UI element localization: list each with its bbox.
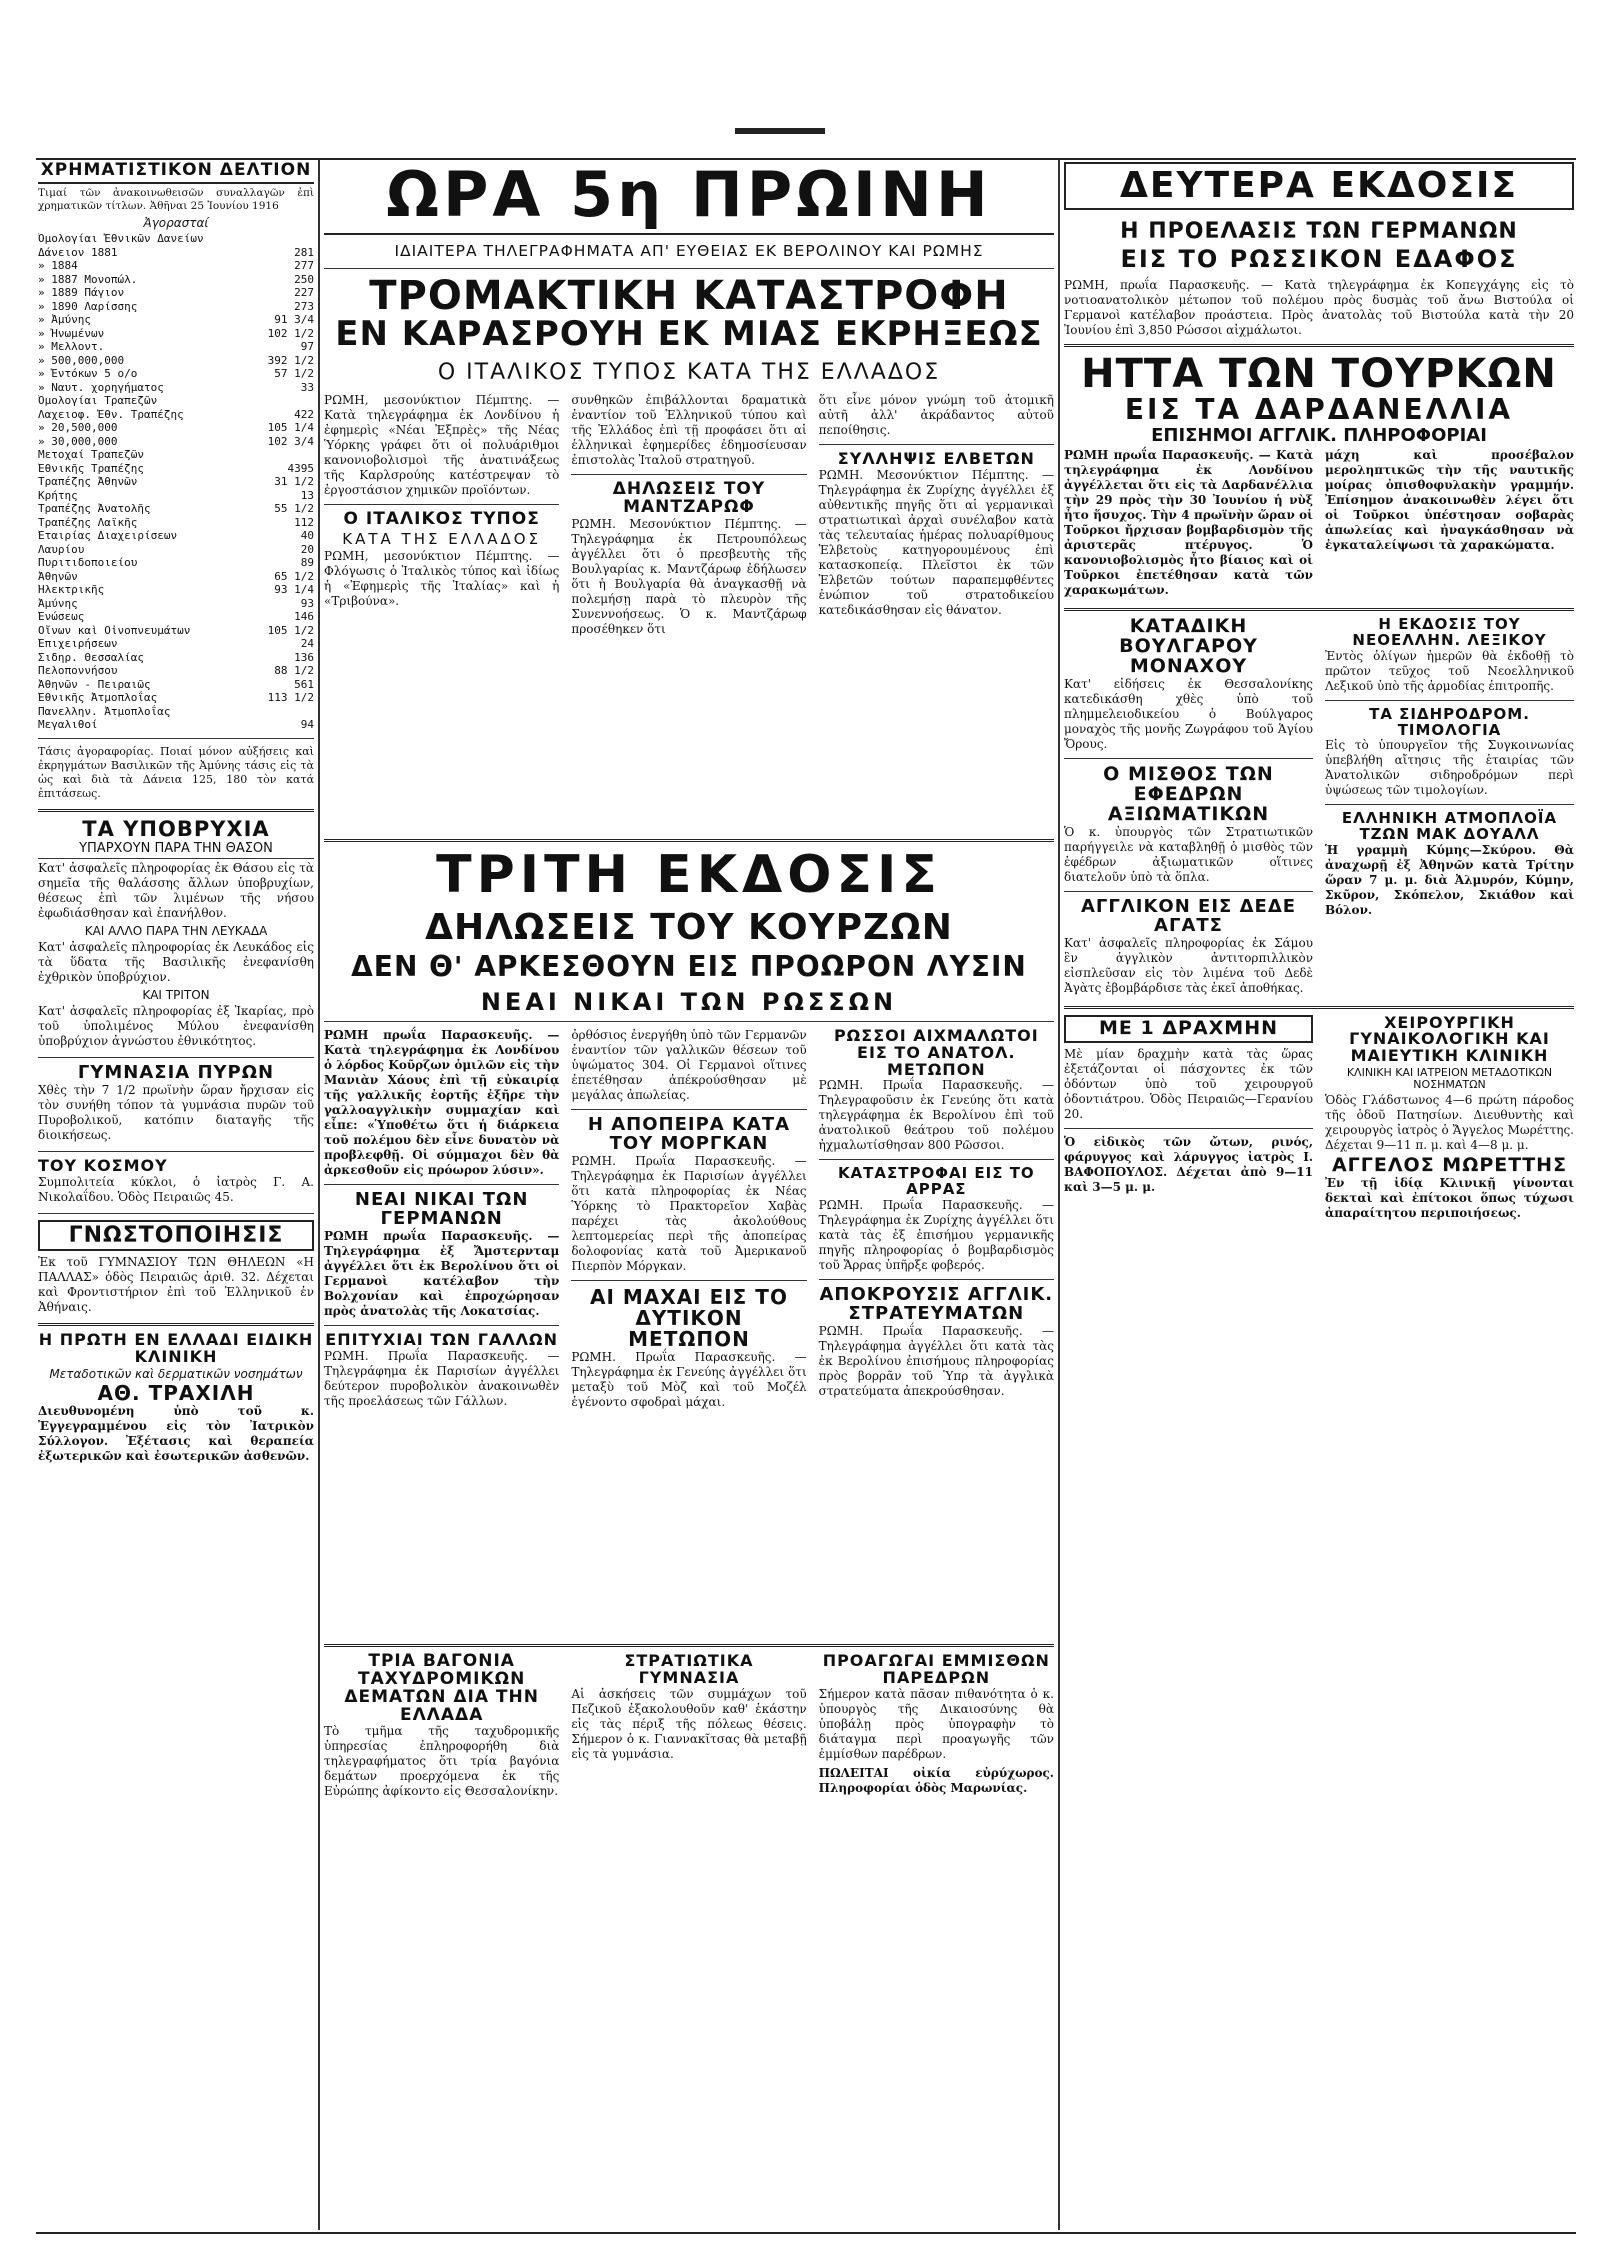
divider: [324, 1184, 559, 1185]
rate-value: 227: [294, 286, 314, 300]
rate-row: [38, 246, 314, 260]
news-col-1: [324, 1028, 559, 1638]
clinic-right-text: Ὁδὸς Γλάδστωνος 4—6 πρώτη πάροδος τῆς ὁδοῦ Πατησίων. Διευθυντὴς καὶ χειρουργὸς ἰατρὸς ὁ Ἄγγελος Μωρέττης. Δέχεται 9—11 π. μ. καὶ 4—8 μ. μ.: [1325, 1093, 1574, 1153]
lexicon-text: Ἐντὸς ὀλίγων ἡμερῶν θὰ ἐκδοθῇ τὸ πρῶτον τεῦχος τοῦ Νεοελληνικοῦ Λεξικοῦ ὑπὸ τῆς ἀρμοδίας ἐπιτροπῆς.: [1325, 648, 1574, 693]
prisoners-text: ΡΩΜΗ. Πρωΐα Παρασκευῆς. — Τηλεγραφοῦσιν ἐκ Γενεύης ὅτι κατὰ τηλεγράφημα ἐκ Βερολίνου ἐπὶ τοῦ ἀνατολικοῦ θεάτρου τοῦ πολέμου ἠχμαλωτίσθησαν 800 Ρῶσσοι.: [818, 1078, 1054, 1153]
rate-row: [38, 448, 314, 462]
disaster-title: ΤΡΟΜΑΚΤΙΚΗ ΚΑΤΑΣΤΡΟΦΗ: [369, 273, 1009, 320]
right-column: [1064, 162, 1574, 2232]
submarines-subtitle-2: ΚΑΙ ΑΛΛΟ ΠΑΡΑ ΤΗΝ ΛΕΥΚΑΔΑ: [84, 923, 268, 938]
divider: [324, 1325, 559, 1326]
salary-title: Ο ΜΙΣΘΟΣ ΤΩΝ ΕΦΕΔΡΩΝ ΑΞΙΩΜΑΤΙΚΩΝ: [1103, 763, 1274, 825]
rate-row: [38, 381, 314, 395]
rate-value: 392 1/2: [267, 353, 314, 367]
rate-row: [38, 718, 314, 732]
rate-value: 97: [300, 340, 314, 354]
divider: [324, 1021, 1054, 1022]
rate-value: 277: [294, 259, 314, 273]
prisoners-title: ΡΩΣΣΟΙ ΑΙΧΜΑΛΩΤΟΙ ΕΙΣ ΤΟ ΑΝΑΤΟΛ. ΜΕΤΩΠΟΝ: [833, 1025, 1039, 1079]
rate-row: [38, 313, 314, 327]
divider: [324, 839, 1054, 842]
german-wins-title: ΝΕΑΙ ΝΙΚΑΙ ΤΩΝ ΓΕΡΜΑΝΩΝ: [354, 1188, 529, 1229]
notice-article: [38, 1220, 314, 1315]
gym-title: ΓΥΜΝΑΣΙΑ ΠΥΡΩΝ: [77, 1062, 275, 1084]
bottom-col-1: [324, 1650, 560, 1803]
rate-value: 94: [300, 718, 314, 732]
third-edition-title: ΤΡΙΤΗ ΕΚΔΟΣΙΣ: [436, 845, 942, 906]
rate-row: [38, 691, 314, 705]
bulletin-intro: Τιμαί τῶν ἀνακοινωθεισῶν συναλλαγῶν ἐπὶ χρηματικῶν τίτλων. Ἀθῆναι 25 Ἰουνίου 1916: [38, 186, 314, 212]
english-text: Κατ' ἀσφαλεῖς πληροφορίας ἐκ Σάμου ἓν ἀγγλικὸν ἀντιτορπιλλικὸν εἰσπλεῦσαν εἰς τὸν λιμένα τοῦ Δεδὲ Ἀγὰτς ἐβομβάρδισε τὰς ἐκεῖ ἀποθήκας.: [1064, 935, 1313, 995]
rate-row: [38, 286, 314, 300]
rate-label: Ἀθηνῶν: [38, 569, 78, 583]
attempt-title: Η ΑΠΟΠΕΙΡΑ ΚΑΤΑ ΤΟΥ ΜΟΡΓΚΑΝ: [587, 1113, 791, 1154]
rate-row: [38, 327, 314, 341]
notice-title: ΓΝΩΣΤΟΠΟΙΗΣΙΣ: [38, 1220, 314, 1251]
stock-bulletin: [38, 162, 314, 801]
rate-label: Πυριτιδοποιείου: [38, 556, 138, 570]
rate-label: Ἐθνικῆς Τραπέζης: [38, 461, 144, 475]
kosmos-article: [38, 1158, 314, 1205]
right-news-row: [1064, 617, 1574, 999]
rate-value: 273: [294, 299, 314, 313]
rate-label: » 1884: [38, 259, 78, 273]
dentist-title: ΜΕ 1 ΔΡΑΧΜΗΝ: [1064, 1015, 1313, 1043]
rate-row: [38, 354, 314, 368]
rate-value: 55 1/2: [274, 502, 314, 516]
clinic-right-extra: Ἐν τῇ ἰδίᾳ Κλινικῇ γίνονται δεκταὶ καὶ ἐπίτοκοι ὅπως τύχωσι ἀπαραίτητου περιποιήσεως.: [1325, 1176, 1574, 1221]
news-col-2: [571, 1028, 806, 1638]
column-rule-2: [1058, 160, 1060, 2230]
rate-row: [38, 543, 314, 557]
submarines-article: [38, 818, 314, 1050]
rate-label: Ἐθνικῆς Ἀτμοπλοΐας: [38, 691, 158, 705]
arrest-title: ΣΥΛΛΗΨΙΣ ΕΛΒΕΤΩΝ: [837, 449, 1035, 469]
advance-subtitle: ΕΙΣ ΤΟ ΡΩΣΣΙΚΟΝ ΕΔΑΦΟΣ: [1120, 244, 1518, 273]
divider: [819, 1279, 1054, 1280]
rate-row: [38, 273, 314, 287]
divider: [571, 474, 806, 475]
german-wins-text: ΡΩΜΗ πρωΐα Παρασκευῆς. — Τηλεγράφημα ἐξ Ἄμστερνταμ ἀγγέλλει ὅτι ἐκ Βερολίνου ὅτι οἱ Γερμανοὶ κατέλαβον τὴν Βολχονίαν καὶ ἐπροχώρησαν πρὸς ἀνατολὰς τῆς Λοκατσίας.: [324, 1228, 560, 1318]
gymnasia-title: ΣΤΡΑΤΙΩΤΙΚΑ ΓΥΜΝΑΣΙΑ: [624, 1650, 754, 1687]
defeat-row: [1064, 448, 1574, 602]
rate-label: Λαχειοφ. Ἐθν. Τραπέζης: [38, 407, 184, 421]
bulgar-text: Κατ' εἰδήσεις ἐκ Θεσσαλονίκης κατεδικάσθη χθὲς ὑπὸ τοῦ πλημμελειοδικείου ὁ Βούλγαρος μοναχὸς τῆς μονῆς Ζωγράφου τοῦ Ἁγίου Ὄρους.: [1064, 677, 1313, 752]
rate-value: 4395: [287, 461, 314, 475]
wagons-title: ΤΡΙΑ ΒΑΓΟΝΙΑ ΤΑΧΥΔΡΟΜΙΚΩΝ ΔΕΜΑΤΩΝ ΔΙΑ ΤΗΝ ΕΛΛΑΔΑ: [344, 1650, 539, 1725]
tzon-title: ΕΛΛΗΝΙΚΗ ΑΤΜΟΠΛΟΪΑ ΤΖΩΝ ΜΑΚ ΔΟΥΑΛΛ: [1341, 809, 1558, 844]
rate-value: 281: [294, 245, 314, 259]
rate-row: [38, 624, 314, 638]
rate-value: 57 1/2: [274, 367, 314, 381]
divider: [819, 444, 1054, 445]
advance-title: Η ΠΡΟΕΛΑΣΙΣ ΤΩΝ ΓΕΡΜΑΝΩΝ: [1120, 218, 1518, 244]
rate-row: [38, 367, 314, 381]
rate-row: [38, 300, 314, 314]
russian-wins-title: ΝΕΑΙ ΝΙΚΑΙ ΤΩΝ ΡΩΣΣΩΝ: [480, 987, 898, 1016]
rate-value: 112: [294, 515, 314, 529]
clinic-doctor: ΑΘ. ΤΡΑΧΙΛΗ: [97, 1380, 255, 1405]
clinic-title: Η ΠΡΩΤΗ ΕΝ ΕΛΛΑΔΙ ΕΙΔΙΚΗ ΚΛΙΝΙΚΗ: [38, 1330, 314, 1366]
disaster-col-3: [819, 393, 1054, 833]
clinic-right-title: ΧΕΙΡΟΥΡΓΙΚΗ ΓΥΝΑΙΚΟΛΟΓΙΚΗ ΚΑΙ ΜΑΙΕΥΤΙΚΗ ΚΛΙΝΙΚΗ: [1349, 1012, 1550, 1066]
kosmos-title: ΤΟΥ ΚΟΣΜΟΥ: [38, 1156, 168, 1176]
rate-value: 561: [294, 677, 314, 691]
right-col-1: [1064, 617, 1313, 999]
rate-label: Λαυρίου: [38, 542, 85, 556]
rate-row: [38, 705, 314, 719]
rate-value: 13: [300, 488, 314, 502]
rate-row: [38, 435, 314, 449]
rate-label: Πελοποννήσου: [38, 664, 118, 678]
rates-table: [38, 232, 314, 732]
rate-row: [38, 489, 314, 503]
rate-label: Ἀθηνῶν - Πειραιῶς: [38, 677, 151, 691]
right-ads-col-1: [1064, 1015, 1313, 1225]
submarines-title: ΤΑ ΥΠΟΒΡΥΧΙΑ: [82, 816, 270, 841]
clinic-subtitle: Μεταδοτικῶν καὶ δερματικῶν νοσημάτων: [49, 1366, 303, 1381]
right-col-2: [1325, 617, 1574, 999]
italian-text: ΡΩΜΗ, μεσονύκτιον Πέμπτης. — Φλόγωσις ὁ Ἰταλικὸς τύπος καὶ ἰδίως ἡ «Ἐφημερὶς τῆς Ἰταλίας» καὶ ἡ «Τριβούνα».: [324, 549, 560, 609]
news-row: [324, 1025, 1054, 1638]
rate-value: 65 1/2: [274, 569, 314, 583]
second-edition-title: ΔΕΥΤΕΡΑ ΕΚΔΟΣΙΣ: [1064, 162, 1574, 210]
lexicon-title: Η ΕΚΔΟΣΙΣ ΤΟΥ ΝΕΟΕΛΛΗΝ. ΛΕΞΙΚΟΥ: [1352, 615, 1547, 650]
rate-row: [38, 583, 314, 597]
divider: [571, 1280, 806, 1281]
repulse-text: ΡΩΜΗ. Πρωΐα Παρασκευῆς. — Τηλεγράφημα ἀγγέλλει ὅτι κατὰ τὰς ἐκ Βερολίνου ἐπισήμους πληροφορίας πρὸς βορρᾶν τοῦ Ὑπρ τὰ ἀγγλικὰ στρατεύματα ἀπεκρούσθησαν.: [818, 1323, 1054, 1398]
submarines-subtitle: ΥΠΑΡΧΟΥΝ ΠΑΡΑ ΤΗΝ ΘΑΣΟΝ: [38, 842, 314, 859]
disaster-row: [324, 393, 1054, 833]
left-column: [38, 162, 314, 2232]
tzon-text: Ἡ γραμμὴ Κύμης—Σκύρου. Θὰ ἀναχωρῇ ἐξ Ἀθηνῶν κατὰ Τρίτην ὥραν 7 μ. μ. διὰ Ἀλμυρόν, Κύμην, Σκῦρον, Σκόπελον, Σκιάθον καὶ Βόλον.: [1325, 842, 1574, 917]
center-column: [324, 162, 1054, 2232]
disaster-col-1: [324, 393, 559, 833]
divider: [1064, 344, 1574, 347]
main-subtitle: ΙΔΙΑΙΤΕΡΑ ΤΗΛΕΓΡΑΦΗΜΑΤΑ ΑΠ' ΕΥΘΕΙΑΣ ΕΚ ΒΕΡΟΛΙΝΟΥ ΚΑΙ ΡΩΜΗΣ: [394, 242, 984, 261]
divider: [324, 504, 559, 505]
french-front-text: ὀρθόσιος ἐνεργήθη ὑπὸ τῶν Γερμανῶν ἐναντίον τῶν γαλλικῶν θέσεων τοῦ ὑψώματος 304. Οἱ Γερμανοὶ οἵτινες ἐπετέθησαν ἀπέκρούσθησαν μὲ μεγάλας ἀπωλείας.: [571, 1027, 807, 1102]
rate-value: 89: [300, 556, 314, 570]
promotions-title: ΠΡΟΑΓΩΓΑΙ ΕΜΜΙΣΘΩΝ ΠΑΡΕΔΡΩΝ: [822, 1650, 1050, 1687]
arras-text: ΡΩΜΗ. Πρωΐα Παρασκευῆς. — Τηλεγράφημα ἐκ Ζυρίχης ἀγγέλλει ὅτι κατὰ τὰς ἐξ ἐπισήμου γερμανικῆς πηγῆς πληροφορίας ὁ βομβαρδισμὸς τοῦ Ἄρρας ὑπῆρξε φοβερός.: [818, 1197, 1054, 1272]
divider: [38, 1057, 314, 1058]
rate-value: 146: [294, 610, 314, 624]
railway-title: ΤΑ ΣΙΔΗΡΟΔΡΟΜ. ΤΙΜΟΛΟΓΙΑ: [1369, 704, 1530, 739]
clinic-right-doctor: ΑΓΓΕΛΟΣ ΜΩΡΕΤΤΗΣ: [1331, 1154, 1568, 1177]
defeat-subtitle-2: ΕΠΙΣΗΜΟΙ ΑΓΓΛΙΚ. ΠΛΗΡΟΦΟΡΙΑΙ: [1151, 425, 1487, 447]
rate-value: 33: [300, 380, 314, 394]
defeat-text-b: μάχη καὶ προσέβαλον μεροληπτικῶς τὴν τῆς ναυτικῆς μοίρας ὀπισθοφυλακὴν γραμμήν. Ἐπίσημον ἀνακοινωθὲν λέγει ὅτι οἱ Τοῦρκοι ὑπέστησαν σοβαρὰς ἀπωλείας καὶ ἠναγκάσθησαν νὰ ἐγκαταλείψωσι τὰ χαρακώματα.: [1325, 448, 1574, 553]
bulletin-title: ΧΡΗΜΑΤΙΣΤΙΚΟΝ ΔΕΛΤΙΟΝ: [38, 162, 314, 184]
rate-value: 250: [294, 272, 314, 286]
disaster-text-b: συνθηκῶν ἐπιβάλλονται δραματικὰ ἐναντίον τοῦ Ἑλληνικοῦ τύπου καὶ τῆς Ἑλλάδος ἐπὶ τῇ προφάσει ὅτι αἱ ἑλληνικαὶ ἐφημερίδες ἐδημοσίευσαν ἐπιστολὰς Ἰταλοῦ στρατηγοῦ.: [571, 393, 807, 468]
railway-text: Εἰς τὸ ὑπουργεῖον τῆς Συγκοινωνίας ὑπεβλήθη αἴτησις τῆς ἑταιρίας τῶν Ἀνατολικῶν σιδηροδρόμων περὶ ὑψώσεως τῶν τιμολογίων.: [1325, 738, 1574, 798]
rate-value: 88 1/2: [274, 664, 314, 678]
rate-row: [38, 570, 314, 584]
disaster-text-c: ὅτι εἶνε μόνον γνώμη τοῦ ἀτομικῆ αὐτῆ ἀλλ' ἀκράδαντος αὐτοῦ πεποίθησις.: [818, 393, 1054, 438]
gauls-title: ΕΠΙΤΥΧΙΑΙ ΤΩΝ ΓΑΛΛΩΝ: [325, 1329, 559, 1349]
divider: [571, 1109, 806, 1110]
rate-value: 105 1/4: [267, 421, 314, 435]
rate-label: Ὁμολογίαι Τραπεζῶν: [38, 394, 158, 408]
rate-value: 91 3/4: [274, 313, 314, 327]
italian-title: Ο ΙΤΑΛΙΚΟΣ ΤΥΠΟΣ: [343, 509, 540, 530]
disaster-subtitle: ΕΝ ΚΑΡΑΣΡΟΥΗ ΕΚ ΜΙΑΣ ΕΚΡΗΞΕΩΣ: [335, 314, 1043, 355]
rate-label: Ἀμύνης: [38, 596, 78, 610]
attempt-text: ΡΩΜΗ. Πρωΐα Παρασκευῆς. — Τηλεγράφημα ἐκ Παρισίων ἀγγέλλει ὅτι κατὰ πληροφορίας ἐκ Νέας Ὑόρκης τὸ Πρακτορεῖον Χαβὰς παρέχει τὰς ἀκολούθους λεπτομερείας περὶ τῆς ἀποπείρας δολοφονίας κατὰ τοῦ Ἀμερικανοῦ Πιερπὸν Μόργκαν.: [571, 1153, 807, 1273]
rate-row: [38, 462, 314, 476]
rate-value: 20: [300, 542, 314, 556]
rate-label: Τραπέζης Ἀθηνῶν: [38, 475, 138, 489]
right-ads-row: [1064, 1012, 1574, 1225]
rate-row: [38, 232, 314, 246]
top-rule: [36, 158, 1576, 160]
right-ads-col-2: [1325, 1012, 1574, 1225]
bottom-row: [324, 1650, 1054, 1803]
bottom-col-3: [818, 1650, 1054, 1803]
sale-note: ΠΩΛΕΙΤΑΙ οἰκία εὐρύχωρος. Πληροφορίαι ὁδὸς Μαρωνίας.: [818, 1765, 1054, 1795]
curzon-text: ΡΩΜΗ πρωΐα Παρασκευῆς. — Κατὰ τηλεγράφημα ἐκ Λονδίνου ὁ λόρδος Κοῦρζων ὁμιλῶν εἰς τὴν Μανιὰν Χάους ἐπὶ τῇ εὐκαιρίᾳ τῆς γαλλικῆς ἐορτῆς ἐξῆρε τὴν γαλλοαγγλικὴν συμμαχίαν καὶ εἶπε: «Ὑποθέτω ὅτι ἡ διάρκεια τοῦ πολέμου δὲν εἶνε δυνατὸν νὰ προβλεφθῇ. Οἱ σύμμαχοι δὲν θὰ ἀρκεσθοῦν εἰς πρόωρον λύσιν».: [324, 1027, 560, 1177]
kosmos-text: Συμπολιτεία κύκλοι, ὁ ἰατρὸς Γ. Α. Νικολαΐδου. Ὁδὸς Πειραιῶς 45.: [38, 1174, 314, 1204]
divider: [38, 1213, 314, 1214]
defeat-text-a: ΡΩΜΗ πρωΐα Παρασκευῆς. — Κατὰ τηλεγράφημα ἐκ Λονδίνου ἀγγέλλεται ὅτι εἰς τὰ Δαρδανέλλια τὴν 29 πρὸς τὴν 30 Ἰουνίου ἡ νὺξ ἦτο ἥσυχος. Τὴν 4 πρωϊνὴν ὥραν οἱ Τοῦρκοι ἤρχισαν βομβαρδισμὸν τῆς ἀριστερᾶς πτέρυγος. Ὁ κανονιοβολισμὸς ἦτο βίαιος καὶ οἱ Τοῦρκοι ἐπετέθησαν κατὰ τῶν χαρακωμάτων.: [1064, 448, 1313, 598]
italian-subtitle: ΚΑΤΑ ΤΗΣ ΕΛΛΑΔΟΣ: [342, 529, 542, 548]
rate-value: 40: [300, 529, 314, 543]
mantzaroff-text: ΡΩΜΗ. Μεσονύκτιον Πέμπτης. — Τηλεγράφημα ἐκ Πετρουπόλεως ἀγγέλλει ὅτι ὁ πρεσβευτὴς τῆς Βουλγαρίας κ. Μαντζάρωφ ἐδήλωσεν ὅτι ἡ Βουλγαρία θὰ ἀναγκασθῇ νὰ πολεμήσῃ παρὰ τὸ πλευρὸν τῆς Συνεννοήσεως. Ὁ κ. Μαντζάρωφ προσέθηκεν ὅτι: [571, 516, 807, 636]
rate-label: » Ναυτ. χορηγήματος: [38, 380, 164, 394]
rate-row: [38, 529, 314, 543]
divider: [1064, 758, 1313, 759]
rate-label: » Μελλοντ.: [38, 340, 105, 354]
rate-label: Μεγαλιθοί: [38, 718, 98, 732]
rate-label: Πανελλην. Ἀτμοπλοΐας: [38, 704, 171, 718]
battles-title: ΑΙ ΜΑΧΑΙ ΕΙΣ ΤΟ ΔΥΤΙΚΟΝ ΜΕΤΩΠΟΝ: [590, 1284, 788, 1351]
divider: [324, 268, 1054, 269]
rate-label: » 500,000,000: [38, 353, 125, 367]
submarines-text-2: Κατ' ἀσφαλεῖς πληροφορίας ἐκ Λευκάδος εἰς τὰ ὕδατα τῆς Βασιλικῆς ἐνεφανίσθη ἐχθρικὸν ὑποβρύχιον.: [38, 940, 314, 985]
rate-row: [38, 651, 314, 665]
arras-title: ΚΑΤΑΣΤΡΟΦΑΙ ΕΙΣ ΤΟ ΑΡΡΑΣ: [837, 1164, 1035, 1199]
rate-row: [38, 475, 314, 489]
clinic-right-subtitle: ΚΛΙΝΙΚΗ ΚΑΙ ΙΑΤΡΕΙΟΝ ΜΕΤΑΔΟΤΙΚΩΝ ΝΟΣΗΜΑΤΩΝ: [1346, 1066, 1553, 1092]
third-subtitle: ΚΑΙ ΤΡΙΤΟΝ: [142, 988, 210, 1003]
rate-row: [38, 678, 314, 692]
rate-row: [38, 394, 314, 408]
rate-value: 136: [294, 650, 314, 664]
rate-row: [38, 259, 314, 273]
battles-text: ΡΩΜΗ. Πρωΐα Παρασκευῆς. — Τηλεγράφημα ἐκ Γενεύης ἀγγέλλει ὅτι μεταξὺ τοῦ Μὸζ καὶ τοῦ Μοζέλ ἐγένοντο σφοδραὶ μάχαι.: [571, 1349, 807, 1409]
rate-row: [38, 502, 314, 516]
divider: [38, 1323, 314, 1326]
rate-label: Οἴνων καὶ Οἰνοπνευμάτων: [38, 623, 191, 637]
curzon-subtitle: ΔΕΝ Θ' ΑΡΚΕΣΘΟΥΝ ΕΙΣ ΠΡΟΩΡΟΝ ΛΥΣΙΝ: [351, 950, 1027, 984]
rate-value: 102 1/2: [267, 326, 314, 340]
rate-label: » 1887 Μονοπώλ.: [38, 272, 138, 286]
column-rule-1: [318, 160, 320, 2230]
rate-label: Ἠλεκτρικῆς: [38, 583, 105, 597]
rate-row: [38, 610, 314, 624]
bottom-rule: [36, 2232, 1576, 2234]
advance-text: ΡΩΜΗ, πρωΐα Παρασκευῆς. — Κατὰ τηλεγράφημα ἐκ Κοπεγχάγης εἰς τὸ νοτιοανατολικὸν μέτωπον τοῦ πολέμου πρὸς δυσμὰς τοῦ ἄνω Βιστούλα οἱ Γερμανοὶ κατέλαβον προάστεια. Πρὸς ἀνατολὰς τοῦ Βιστούλα κατὰ τὴν 20 Ἰουνίου ἐπὶ 3,850 Ρώσσοι αἰχμάλωτοι.: [1064, 278, 1574, 338]
divider: [1325, 804, 1574, 805]
rate-label: » 1890 Λαρίσσης: [38, 299, 138, 313]
rate-value: 105 1/2: [267, 623, 314, 637]
divider: [324, 1644, 1054, 1647]
rate-row: [38, 340, 314, 354]
gauls-text: ΡΩΜΗ. Πρωΐα Παρασκευῆς. — Τηλεγράφημα ἐκ Παρισίων ἀγγέλλει δεύτερον πυροβολικὸν ἀνακοινωθὲν τῆς προελάσεως τῶν Γάλλων.: [324, 1348, 560, 1408]
news-col-3: [818, 1025, 1054, 1638]
divider: [1064, 1006, 1574, 1009]
rate-value: 102 3/4: [267, 434, 314, 448]
rate-row: [38, 556, 314, 570]
rate-label: Μετοχαί Τραπεζῶν: [38, 448, 144, 462]
rate-label: Σιδηρ. Θεσσαλίας: [38, 650, 144, 664]
rate-label: » Ἐντόκων 5 ο/ο: [38, 367, 138, 381]
curzon-title: ΔΗΛΩΣΕΙΣ ΤΟΥ ΚΟΥΡΖΩΝ: [425, 906, 953, 948]
rate-label: » 1889 Πάγιον: [38, 286, 125, 300]
english-title: ΑΓΓΛΙΚΟΝ ΕΙΣ ΔΕΔΕ ΑΓΑΤΣ: [1080, 895, 1297, 936]
bulletin-note: Τάσις ἀγοραφορίας. Ποιαί μόνον αὐξήσεις καὶ ἐκρηγμάτων Βασιλικῶν τῆς Ἀμύνης τάσις εἰς τὰ ὡς καὶ διὰ τὰ Δάνεια 125, 180 τὸν κατά ἐπιτάσεως.: [38, 744, 314, 800]
rate-value: 31 1/2: [274, 475, 314, 489]
rate-label: » 20,500,000: [38, 421, 118, 435]
mantzaroff-title: ΔΗΛΩΣΕΙΣ ΤΟΥ ΜΑΝΤΖΑΡΩΦ: [612, 479, 766, 517]
bottom-col-2: [571, 1650, 807, 1803]
rate-row: [38, 421, 314, 435]
divider: [1064, 608, 1574, 611]
rate-value: 93 1/4: [274, 583, 314, 597]
disaster-subtitle-2: Ο ΙΤΑΛΙΚΟΣ ΤΥΠΟΣ ΚΑΤΑ ΤΗΣ ΕΛΛΑΔΟΣ: [437, 359, 941, 385]
gymnasia-text: Αἱ ἀσκήσεις τῶν συμμάχων τοῦ Πεζικοῦ ἐξακολουθοῦν καθ' ἑκάστην εἰς τὰς πέριξ τῆς πόλεως θέσεις. Σήμερον ὁ κ. Γιαννακῖτσας θὰ μεταβῇ εἰς τὰ γυμνάσια.: [571, 1686, 807, 1761]
submarines-text: Κατ' ἀσφαλεῖς πληροφορίας ἐκ Θάσου εἰς τὰ σημεῖα τῆς θαλάσσης ἄλλων ὑποβρυχίων, θέσεως ἐπὶ τῶν λιμένων τῆς νήσου ἐφωδιάσθησαν καὶ ἐπανήλθον.: [38, 860, 314, 920]
rate-row: [38, 408, 314, 422]
gym-article: [38, 1064, 314, 1143]
divider: [1064, 1128, 1313, 1129]
rate-label: Κρήτης: [38, 488, 78, 502]
rate-label: Δάνειον 1881: [38, 245, 118, 259]
divider: [38, 1151, 314, 1152]
dentist-text: Μὲ μίαν δραχμὴν κατὰ τὰς ὥρας ἐξετάζονται οἱ πάσχοντες ἐκ τῶν ὀδόντων ὑπὸ τοῦ χειρουργοῦ ὀδοντιάτρου. Ὁδὸς Πειραιῶς—Γερανίου 20.: [1064, 1046, 1313, 1121]
rate-label: Τραπέζης Ἀνατολῆς: [38, 502, 151, 516]
divider: [1064, 891, 1313, 892]
promotions-text: Σήμερον κατὰ πᾶσαν πιθανότητα ὁ κ. ὑπουργὸς τῆς Δικαιοσύνης θὰ ὑποβάλῃ πρὸς ὑπογραφὴν τὸ διάταγμα περὶ προαγωγῆς τῶν ἐμμίσθων παρέδρων.: [818, 1686, 1054, 1761]
main-title: ΩΡΑ 5η ΠΡΩΙΝΗ: [324, 162, 1054, 235]
rate-label: » Ἀμύνης: [38, 313, 91, 327]
gym-text: Χθὲς τὴν 7 1/2 πρωϊνὴν ὥραν ἤρχισαν εἰς τὸν συνήθη τόπον τὰ γυμνάσια πυρῶν τοῦ Πυροβολικοῦ, κατόπιν διαταγῆς τῆς διοικήσεως.: [38, 1083, 314, 1143]
rate-row: [38, 664, 314, 678]
rate-row: [38, 516, 314, 530]
top-ornament: [735, 128, 825, 134]
third-text: Κατ' ἀσφαλεῖς πληροφορίας ἐξ Ἰκαρίας, πρὸ τοῦ ὑπολιμένος Μύλου ἐνεφανίσθη ὑποβρύχιον ἀγνώστου ἐθνικότητος.: [38, 1004, 314, 1049]
divider: [38, 738, 314, 739]
salary-text: Ὁ κ. ὑπουργὸς τῶν Στρατιωτικῶν παρήγγειλε νὰ καταβληθῇ ὁ μισθὸς τῶν ἐφέδρων ἀξιωματικῶν οἵτινες διατελοῦν ὑπὸ τὰ ὅπλα.: [1064, 824, 1313, 884]
bulletin-market: Ἀγορασταί: [143, 215, 209, 230]
notice-text: Ἐκ τοῦ ΓΥΜΝΑΣΙΟΥ ΤΩΝ ΘΗΛΕΩΝ «Η ΠΑΛΛΑΣ» ὁδὸς Πειραιῶς ἀριθ. 32. Δέχεται καὶ Φροντιστήριον ἐπὶ τοῦ Ἐλληνικοῦ ἐν Ἀθήναις.: [38, 1255, 314, 1315]
rate-row: [38, 637, 314, 651]
defeat-subtitle: ΕΙΣ ΤΑ ΔΑΡΔΑΝΕΛΛΙΑ: [1124, 393, 1514, 427]
rate-label: Ἑταιρίας Διαχειρίσεων: [38, 529, 178, 543]
clinic-ad: [38, 1332, 314, 1464]
disaster-col-2: [571, 393, 806, 833]
rate-value: 113 1/2: [267, 691, 314, 705]
divider: [819, 1159, 1054, 1160]
wagons-text: Τὸ τμῆμα τῆς ταχυδρομικῆς ὑπηρεσίας ἐπληροφορήθη διὰ τηλεγραφήματος ὅτι τρία βαγόνια δεμάτων προερχόμενα ἐκ τῆς Εὐρώπης ἀφίκοντο εἰς Θεσσαλονίκην.: [324, 1724, 560, 1799]
divider: [38, 809, 314, 812]
rate-label: Ἐνώσεως: [38, 610, 85, 624]
rate-row: [38, 597, 314, 611]
repulse-title: ΑΠΟΚΡΟΥΣΙΣ ΑΓΓΛΙΚ. ΣΤΡΑΤΕΥΜΑΤΩΝ: [819, 1283, 1054, 1324]
rate-label: » 30,000,000: [38, 434, 118, 448]
rate-label: » Ἠνωμένων: [38, 326, 105, 340]
rate-value: 422: [294, 407, 314, 421]
rate-value: 24: [300, 637, 314, 651]
rate-label: Τραπέζης Λαϊκῆς: [38, 515, 138, 529]
arrest-text: ΡΩΜΗ. Μεσονύκτιον Πέμπτης. — Τηλεγράφημα ἐκ Ζυρίχης ἀγγέλλει ἐξ αὐθεντικῆς πηγῆς ὅτι αἱ γερμανικαὶ στρατιωτικαὶ ἀρχαὶ συνέλαβον κατὰ τὰς τελευταίας ἡμέρας πολυαρίθμους Ἑλβετοὺς κατηγορουμένους ἐπὶ κατασκοπείᾳ. Πλεῖστοι ἐκ τῶν Ἑλβετῶν τούτων παραπεμφθέντες ἐνώπιον τοῦ στρατοδικείου κατεδικάσθησαν εἰς θάνατον.: [818, 467, 1054, 617]
rate-label: Ὁμολογίαι Ἐθνικῶν Δανείων: [38, 232, 204, 246]
bulgar-title: ΚΑΤΑΔΙΚΗ ΒΟΥΛΓΑΡΟΥ ΜΟΝΑΧΟΥ: [1119, 615, 1258, 678]
rate-label: Ἐπιχειρήσεων: [38, 637, 118, 651]
disaster-text-a: ΡΩΜΗ, μεσονύκτιον Πέμπτης. — Κατὰ τηλεγράφημα ἐκ Λονδίνου ἡ ἐφημερὶς «Νέαι Ἐξπρὲς» τῆς Νέας Ὑόρκης γράφει ὅτι οἱ πολυάριθμοι κανονιοβολισμοὶ τῆς ἀνατινάξεως τῆς Καρλσρούης κατέστρεψαν τὸ ἐργοστάσιον χημικῶν προϊόντων.: [324, 393, 560, 498]
defeat-title: ΗΤΤΑ ΤΩΝ ΤΟΥΡΚΩΝ: [1081, 351, 1557, 398]
divider: [1325, 700, 1574, 701]
dentist-text-2: Ὁ εἰδικὸς τῶν ὤτων, ρινός, φάρυγγος καὶ λάρυγγος ἰατρὸς Ι. ΒΑΦΟΠΟΥΛΟΣ. Δέχεται ἀπὸ 9—11 καὶ 3—5 μ. μ.: [1064, 1134, 1313, 1194]
rate-value: 93: [300, 596, 314, 610]
clinic-text: Διευθυνομένη ὑπὸ τοῦ κ. Ἐγγεγραμμένου εἰς τὸν Ἰατρικὸν Σύλλογον. Ἐξέτασις καὶ θεραπεία ἐξωτερικῶν καὶ ἐσωτερικῶν ἀσθενῶν.: [38, 1403, 314, 1463]
